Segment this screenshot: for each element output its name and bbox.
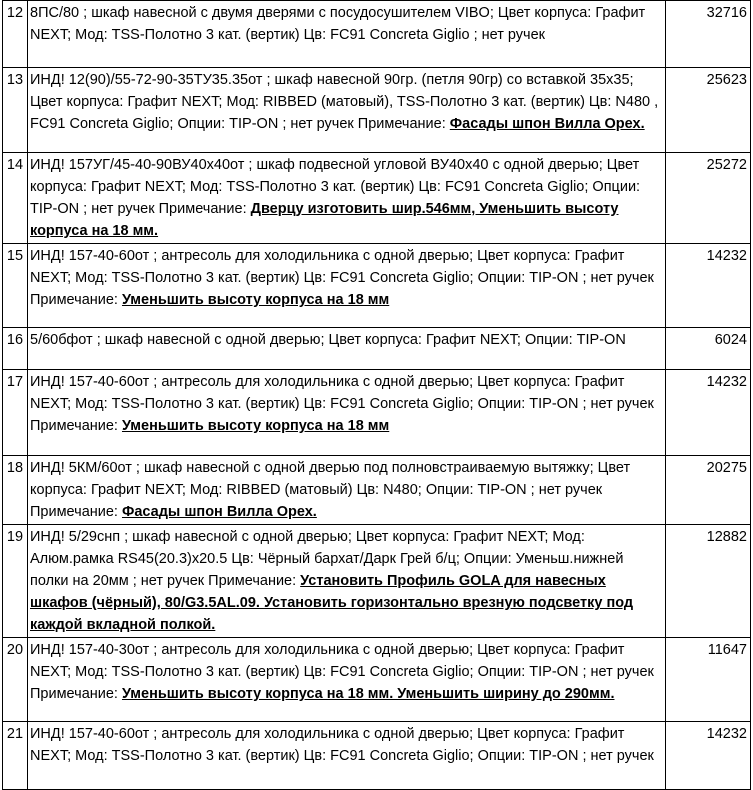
note-text: Установить Профиль GOLA для навесных шкафов (чёрный), 80/G3.5AL.09. Установить горизонтально врезную подсветку под каждой вкладной полкой. (30, 573, 634, 633)
item-description (28, 244, 666, 328)
item-description (28, 1, 666, 68)
table-row (3, 370, 751, 456)
table-row (3, 244, 751, 328)
item-description (28, 456, 666, 525)
description-text: 5/60бфот ; шкаф навесной с одной дверью; Цвет корпуса: Графит NEXT; Опции: TIP-ON (30, 332, 626, 348)
description-text: ИНД! 157-40-60от ; антресоль для холодильника с одной дверью; Цвет корпуса: Графит NEXT; Мод: TSS-Полотно 3 кат. (вертик) Цв: FC91 Concreta Giglio; Опции: TIP-ON ; нет ручек (30, 374, 654, 412)
item-value: 6024 (666, 328, 751, 370)
note-label: Примечание: (30, 686, 122, 702)
description-text: 8ПС/80 ; шкаф навесной с двумя дверями с посудосушителем VIBO; Цвет корпуса: Графит NEXT; Мод: TSS-Полотно 3 кат. (вертик) Цв: FC91 Concreta Giglio ; нет ручек (30, 5, 646, 43)
row-number: 12 (3, 1, 28, 68)
row-number: 15 (3, 244, 28, 328)
note-text: Фасады шпон Вилла Орех. (449, 116, 645, 132)
item-value: 14232 (666, 370, 751, 456)
table-row (3, 638, 751, 722)
order-items-body (3, 1, 751, 790)
note-label: Примечание: (30, 292, 122, 308)
item-description (28, 525, 666, 638)
row-number: 21 (3, 722, 28, 790)
item-description (28, 370, 666, 456)
note-label: Примечание: (204, 573, 301, 589)
row-number: 20 (3, 638, 28, 722)
table-row (3, 456, 751, 525)
table-row (3, 1, 751, 68)
row-number: 18 (3, 456, 28, 525)
item-description (28, 722, 666, 790)
description-text: ИНД! 157-40-30от ; антресоль для холодильника с одной дверью; Цвет корпуса: Графит NEXT; Мод: TSS-Полотно 3 кат. (вертик) Цв: FC91 Concreta Giglio; Опции: TIP-ON ; нет ручек (30, 642, 654, 680)
item-value: 11647 (666, 638, 751, 722)
item-value: 25272 (666, 153, 751, 244)
item-description (28, 153, 666, 244)
item-value: 32716 (666, 1, 751, 68)
item-description (28, 328, 666, 370)
table-row (3, 328, 751, 370)
row-number: 14 (3, 153, 28, 244)
item-description (28, 638, 666, 722)
row-number: 17 (3, 370, 28, 456)
row-number: 13 (3, 68, 28, 153)
note-text: Уменьшить высоту корпуса на 18 мм (121, 292, 390, 308)
row-number: 16 (3, 328, 28, 370)
item-value: 25623 (666, 68, 751, 153)
note-label: Примечание: (30, 418, 122, 434)
note-text: Уменьшить высоту корпуса на 18 мм (121, 418, 390, 434)
description-text: ИНД! 157УГ/45-40-90ВУ40х40от ; шкаф подвесной угловой ВУ40х40 с одной дверью; Цвет корпуса: Графит NEXT; Мод: TSS-Полотно 3 кат. (вертик) Цв: FC91 Concreta Giglio; Опции: TIP-ON ; нет ручек (30, 157, 641, 217)
note-text: Дверцу изготовить шир.546мм, Уменьшить высоту корпуса на 18 мм. (30, 201, 619, 239)
note-text: Уменьшить высоту корпуса на 18 мм. Уменьшить ширину до 290мм. (121, 686, 615, 702)
table-row (3, 722, 751, 790)
item-value: 20275 (666, 456, 751, 525)
table-row (3, 525, 751, 638)
item-value: 12882 (666, 525, 751, 638)
description-text: ИНД! 5/29снп ; шкаф навесной с одной дверью; Цвет корпуса: Графит NEXT; Мод: Алюм.рамка RS45(20.3)х20.5 Цв: Чёрный бархат/Дарк Грей б/ц; Опции: Уменьш.нижней полки на 20мм ; нет ручек (30, 529, 624, 589)
row-number: 19 (3, 525, 28, 638)
table-row (3, 153, 751, 244)
item-value: 14232 (666, 722, 751, 790)
item-description (28, 68, 666, 153)
note-label: Примечание: (353, 116, 450, 132)
description-text: ИНД! 157-40-60от ; антресоль для холодильника с одной дверью; Цвет корпуса: Графит NEXT; Мод: TSS-Полотно 3 кат. (вертик) Цв: FC91 Concreta Giglio; Опции: TIP-ON ; нет ручек (30, 248, 654, 286)
note-text: Фасады шпон Вилла Орех. (121, 504, 317, 520)
table-row (3, 68, 751, 153)
description-text: ИНД! 5КМ/60от ; шкаф навесной с одной дверью под полновстраиваемую вытяжку; Цвет корпуса: Графит NEXT; Мод: RIBBED (матовый) Цв: N480; Опции: TIP-ON ; нет ручек (30, 460, 631, 498)
note-label: Примечание: (30, 504, 122, 520)
description-text: ИНД! 12(90)/55-72-90-35ТУ35.35от ; шкаф навесной 90гр. (петля 90гр) со вставкой 35х35; Цвет корпуса: Графит NEXT; Мод: RIBBED (матовый), TSS-Полотно 3 кат. (вертик) Цв: N480 , FC91 Concreta Giglio; Опции: TIP-ON ; нет ручек (30, 72, 659, 132)
note-label: Примечание: (154, 201, 251, 217)
item-value: 14232 (666, 244, 751, 328)
description-text: ИНД! 157-40-60от ; антресоль для холодильника с одной дверью; Цвет корпуса: Графит NEXT; Мод: TSS-Полотно 3 кат. (вертик) Цв: FC91 Concreta Giglio; Опции: TIP-ON ; нет ручек (30, 726, 654, 764)
order-items-table (2, 0, 751, 790)
